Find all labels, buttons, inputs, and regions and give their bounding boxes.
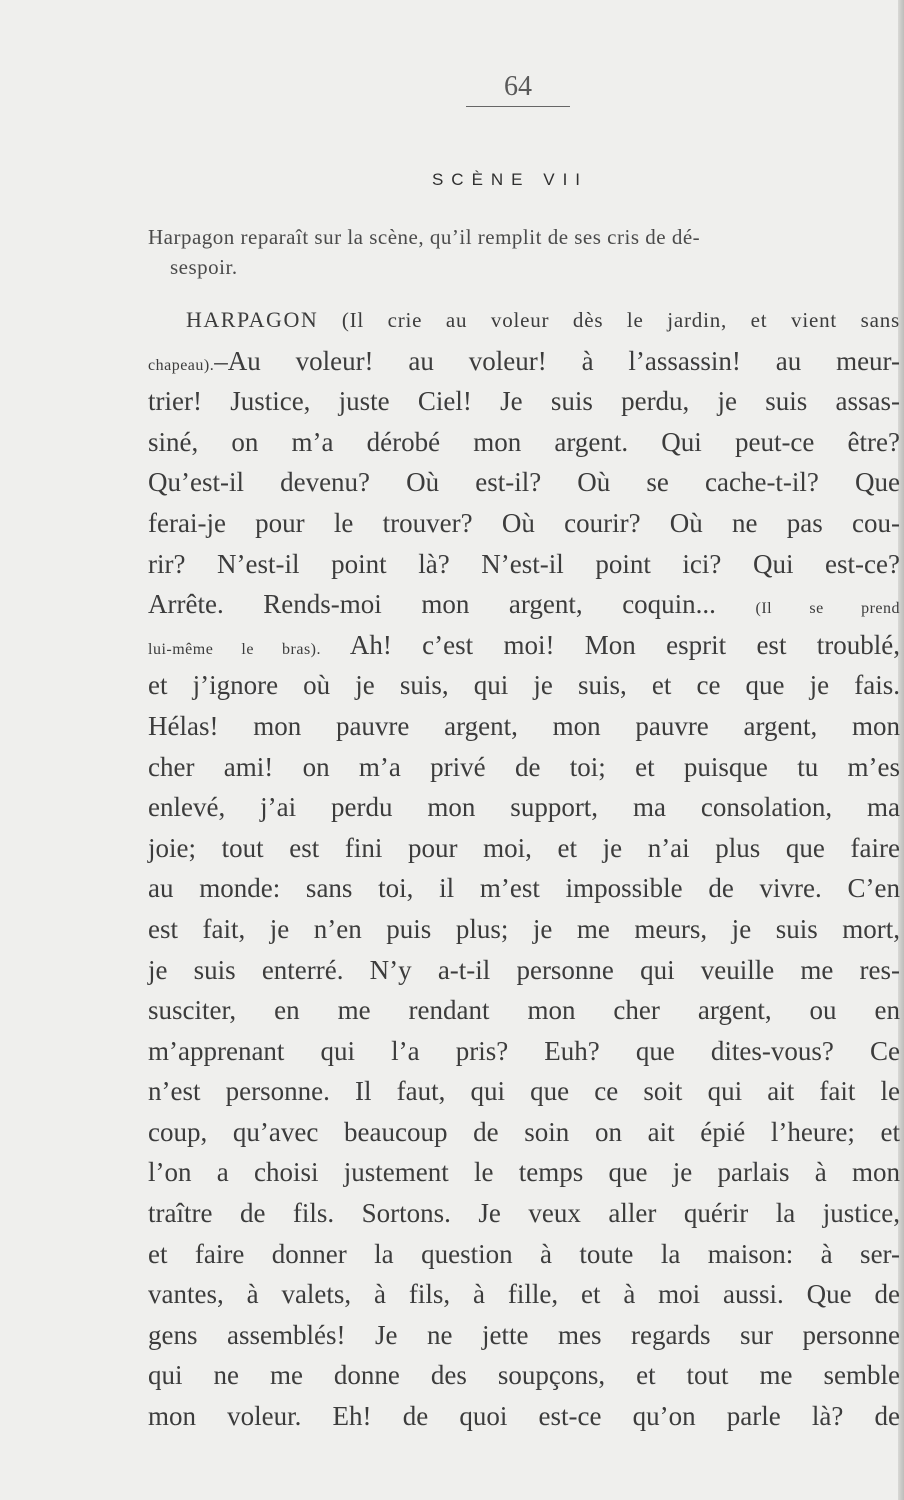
speech-line-25: vantes, à valets, à fils, à fille, et à moi aussi. Que de xyxy=(148,1279,900,1310)
stage-direction-inline: (Il se prend xyxy=(755,600,901,618)
page-number: 64 xyxy=(466,70,570,107)
speech-line-5: Qu’est-il devenu? Où est-il? Où se cache-t-il? Que xyxy=(148,467,900,498)
speaker-name: HARPAGON xyxy=(186,307,319,332)
speech-line-14: joie; tout est fini pour moi, et je n’ai plus que faire xyxy=(148,832,900,863)
speech-line-16: est fait, je n’en puis plus; je me meurs, je suis mort, xyxy=(148,913,900,944)
speech-line-28: mon voleur. Eh! de quoi est-ce qu’on parle là? de xyxy=(148,1401,900,1432)
stage-direction-inline: lui-même le bras). xyxy=(148,640,322,658)
speech-text: –Au voleur! au voleur! à l’assassin! au meur- xyxy=(214,345,900,376)
speech-line-7: rir? N’est-il point là? N’est-il point ici? Qui est-ce? xyxy=(148,548,900,579)
speech-line-3: trier! Justice, juste Ciel! Je suis perdu, je suis assas- xyxy=(148,386,900,417)
speech-line-24: et faire donner la question à toute la maison: à ser- xyxy=(148,1238,900,1269)
speech-line-4: siné, on m’a dérobé mon argent. Qui peut-ce être? xyxy=(148,426,900,457)
speech-line-20: n’est personne. Il faut, qui que ce soit qui ait fait le xyxy=(148,1076,900,1107)
stage-direction-line: Harpagon reparaît sur la scène, qu’il remplit de ses cris de dé- xyxy=(148,225,701,249)
scene-title: SCÈNE VII xyxy=(431,170,589,189)
speech-line-1 xyxy=(148,300,900,341)
stage-direction-inline: (Il crie au voleur dès le jardin, et vient sans xyxy=(341,308,900,332)
speech-line-6: ferai-je pour le trouver? Où courir? Où ne pas cou- xyxy=(148,507,900,538)
speech-line-18: susciter, en me rendant mon cher argent, ou en xyxy=(148,995,900,1026)
speech-line-8 xyxy=(148,584,900,625)
speech-line-22: l’on a choisi justement le temps que je parlais à mon xyxy=(148,1157,900,1188)
speech-line-13: enlevé, j’ai perdu mon support, ma consolation, ma xyxy=(148,792,900,823)
speech-line-2 xyxy=(148,341,900,382)
speech-text: Ah! c’est moi! Mon esprit est troublé, xyxy=(349,629,901,660)
speech-line-15: au monde: sans toi, il m’est impossible de vivre. C’en xyxy=(148,873,900,904)
speech-line-11: Hélas! mon pauvre argent, mon pauvre argent, mon xyxy=(148,710,900,741)
speech-line-17: je suis enterré. N’y a-t-il personne qui veuille me res- xyxy=(148,954,900,985)
speech-line-9 xyxy=(148,625,900,666)
speech-line-23: traître de fils. Sortons. Je veux aller quérir la justice, xyxy=(148,1198,900,1229)
speech-line-27: qui ne me donne des soupçons, et tout me semble xyxy=(148,1360,900,1391)
speech-line-21: coup, qu’avec beaucoup de soin on ait épié l’heure; et xyxy=(148,1116,900,1147)
stage-direction-line: sespoir. xyxy=(170,255,238,279)
speech-line-19: m’apprenant qui l’a pris? Euh? que dites-vous? Ce xyxy=(148,1035,900,1066)
stage-direction-inline: chapeau). xyxy=(148,356,215,374)
speech-line-26: gens assemblés! Je ne jette mes regards sur personne xyxy=(148,1319,900,1350)
speech-text: Arrête. Rends-moi mon argent, coquin... xyxy=(148,589,716,620)
stage-direction xyxy=(148,222,896,282)
speech-line-12: cher ami! on m’a privé de toi; et puisque tu m’es xyxy=(148,751,900,782)
speech-line-10: et j’ignore où je suis, qui je suis, et ce que je fais. xyxy=(148,670,900,701)
speech-block xyxy=(148,300,900,1437)
